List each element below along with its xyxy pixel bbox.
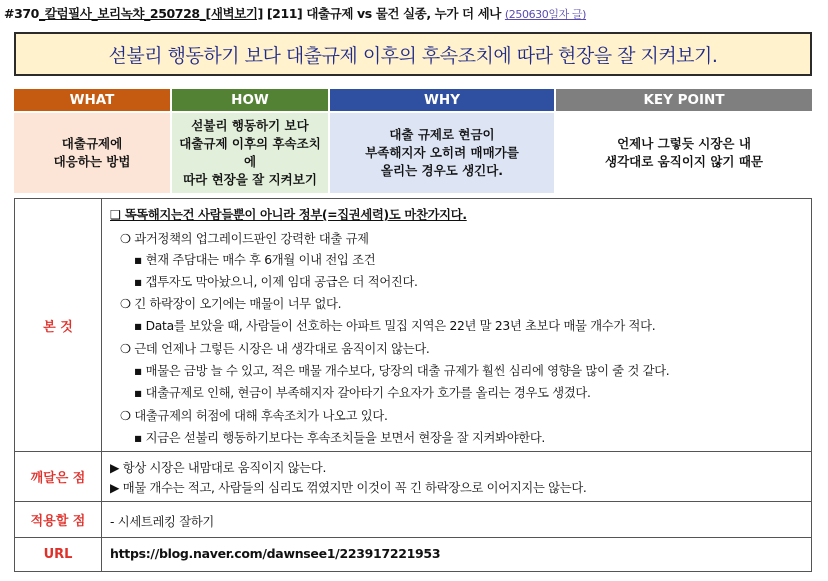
seen-content [102, 199, 811, 451]
row-url [15, 538, 811, 571]
apply-text: - 시세트레킹 잘하기 [110, 515, 214, 529]
seen-line: ❍ 대출규제의 허점에 대해 후속조치가 나오고 있다. [120, 409, 388, 423]
date-note: (250630일자 글) [504, 8, 587, 21]
summary-table [14, 89, 812, 193]
label-url: URL [15, 538, 102, 571]
realized-content [102, 452, 811, 501]
seen-line-heading: ❑ 똑똑해지는건 사람들뿐이 아니라 정부(=집권세력)도 마찬가지다. [110, 208, 467, 222]
header-why: WHY [330, 89, 556, 111]
label-realized: 깨달은 점 [15, 452, 102, 501]
source-url-link[interactable]: https://blog.naver.com/dawnsee1/223917221953 [110, 546, 441, 561]
post-title-part: _칼럼필사_보리녹챠_250728_[새벽보기] [38, 6, 263, 21]
header-what: WHAT [14, 89, 172, 111]
seen-line: ▪ 갭투자도 막아놨으니, 이제 임대 공급은 더 적어진다. [134, 275, 418, 289]
seen-line: ▪ 현재 주담대는 매수 후 6개월 이내 전입 조건 [134, 253, 376, 267]
post-number: #370 [4, 6, 39, 21]
seen-line: ▪ Data를 보았을 때, 사람들이 선호하는 아파트 밀집 지역은 22년 말 23년 초보다 매물 개수가 적다. [134, 319, 656, 333]
realized-line: ▶ 항상 시장은 내맘대로 움직이지 않는다. [110, 461, 327, 475]
realized-line: ▶ 매물 개수는 적고, 사람들의 심리도 꺾였지만 이것이 꼭 긴 하락장으로 이어지지는 않는다. [110, 481, 587, 495]
notes-table [14, 198, 812, 572]
seen-line: ▪ 지금은 섣불리 행동하기보다는 후속조치들을 보면서 현장을 잘 지켜봐야한다. [134, 431, 546, 445]
row-apply [15, 502, 811, 538]
seen-line: ❍ 과거정책의 업그레이드판인 강력한 대출 규제 [120, 232, 369, 246]
row-seen [15, 199, 811, 452]
label-apply: 적용할 점 [15, 502, 102, 537]
main-title: 섣불리 행동하기 보다 대출규제 이후의 후속조치에 따라 현장을 잘 지켜보기. [14, 32, 812, 76]
header-how: HOW [172, 89, 330, 111]
seen-line: ❍ 긴 하락장이 오기에는 매물이 너무 없다. [120, 297, 342, 311]
seen-line: ▪ 매물은 금방 늘 수 있고, 적은 매물 개수보다, 당장의 대출 규제가 훨씬 심리에 영향을 많이 줄 것 같다. [134, 364, 670, 378]
url-content [102, 538, 811, 571]
cell-what: 대출규제에 대응하는 방법 [14, 111, 172, 193]
cell-key-point: 언제나 그렇듯 시장은 내 생각대로 움직이지 않기 때문 [556, 111, 812, 193]
cell-how: 섣불리 행동하기 보다 대출규제 이후의 후속조치에 따라 현장을 잘 지켜보기 [172, 111, 330, 193]
post-header [4, 4, 824, 24]
cell-why: 대출 규제로 현금이 부족해지자 오히려 매매가를 올리는 경우도 생긴다. [330, 111, 556, 193]
header-key-point: KEY POINT [556, 89, 812, 111]
post-title-rest: [211] 대출규제 vs 물건 실종, 누가 더 세나 [262, 6, 505, 21]
row-realized [15, 452, 811, 502]
seen-line: ❍ 근데 언제나 그렇든 시장은 내 생각대로 움직이지 않는다. [120, 342, 430, 356]
label-seen: 본 것 [15, 199, 102, 451]
apply-content [102, 502, 811, 537]
seen-line: ▪ 대출규제로 인해, 현금이 부족해지자 갈아타기 수요자가 호가를 올리는 경우도 생겼다. [134, 386, 591, 400]
